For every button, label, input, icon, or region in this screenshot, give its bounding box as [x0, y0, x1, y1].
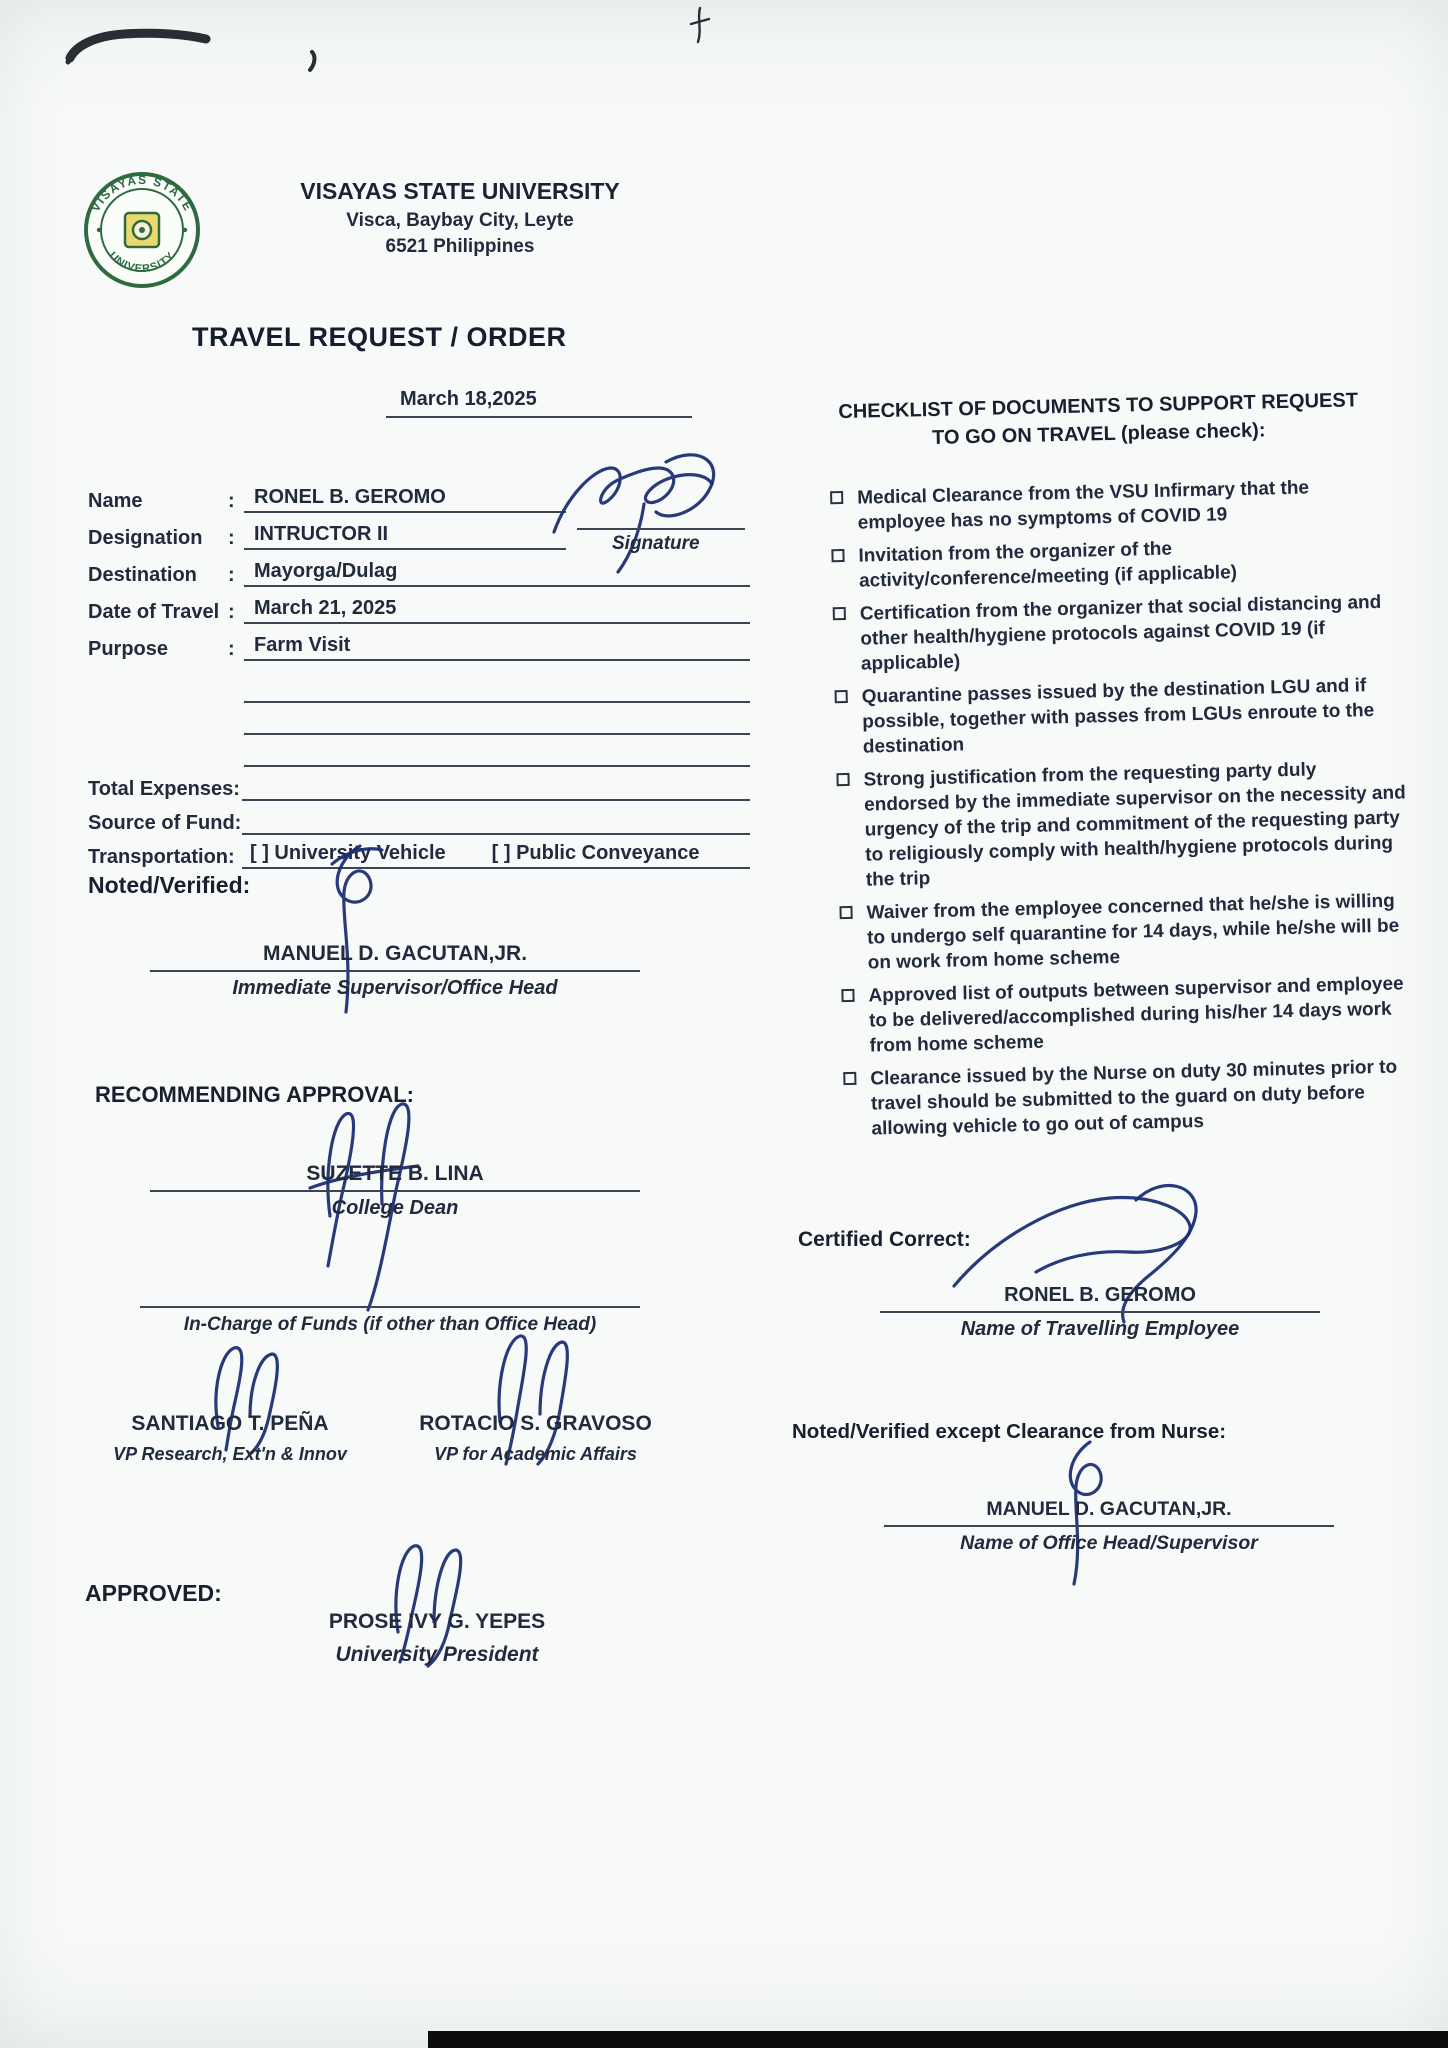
checklist: [798, 388, 1415, 1150]
noted-except-nurse-name: MANUEL D. GACUTAN,JR.: [986, 1498, 1232, 1520]
certified-correct-heading: Certified Correct:: [798, 1228, 971, 1251]
signature-line: [150, 1190, 640, 1192]
noted-verified-heading: Noted/Verified:: [88, 872, 251, 898]
transport-option-university-vehicle: [ ] University Vehicle: [250, 842, 446, 864]
approved-name: PROSE IVY G. YEPES: [328, 1610, 546, 1633]
recommending-approval-role: College Dean: [331, 1197, 459, 1219]
total-expenses-row: [88, 767, 750, 801]
checkbox-icon: [843, 1072, 856, 1085]
checklist-item-text: Waiver from the employee concerned that he/she is willing to undergo self quarantine for 14 days, while he/she will be on work from home scheme: [866, 890, 1400, 974]
certified-correct-name: RONEL B. GEROMO: [1004, 1284, 1196, 1306]
source-of-fund-label: Source of Fund:: [88, 812, 242, 834]
seal-text-bottom: UNIVERSITY: [106, 249, 178, 276]
checkbox-icon: [830, 491, 843, 504]
university-name: VISAYAS STATE UNIVERSITY: [300, 178, 620, 204]
checkbox-icon: [831, 549, 844, 562]
signature-line: [140, 1286, 640, 1308]
checklist-item: [830, 473, 1401, 536]
signature-line: [577, 528, 745, 530]
signature-line: [884, 1525, 1334, 1527]
recommending-approval-heading: RECOMMENDING APPROVAL:: [95, 1082, 414, 1107]
field-value: RONEL B. GEROMO: [244, 486, 566, 513]
transportation-label: Transportation:: [88, 846, 235, 868]
field-label: Destination: [88, 564, 197, 586]
noted-except-nurse-heading: Noted/Verified except Clearance from Nurse:: [792, 1420, 1227, 1443]
in-charge-funds-caption: In-Charge of Funds (if other than Office Head): [183, 1314, 597, 1335]
vp-academic-name: ROTACIO S. GRAVOSO: [419, 1412, 652, 1435]
vp-research-name: SANTIAGO T. PEÑA: [131, 1412, 329, 1435]
checklist-item-text: Strong justification from the requesting party duly endorsed by the immediate supervisor on the necessity and urgency of the trip and commitment of the requesting party to religiously comply with health/hygiene protocols during the trip: [863, 759, 1406, 891]
checklist-item: [831, 531, 1402, 594]
checklist-item-text: Clearance issued by the Nurse on duty 30 minutes prior to travel should be submitted to the guard on duty before allowing vehicle to go out of campus: [870, 1056, 1398, 1140]
checklist-item: [843, 1054, 1415, 1142]
blank-line: [244, 703, 750, 735]
recommending-approval-block: [150, 1162, 640, 1220]
noted-except-nurse-block: [884, 1498, 1334, 1555]
total-expenses-label: Total Expenses:: [88, 778, 240, 800]
certified-correct-role: Name of Travelling Employee: [960, 1318, 1240, 1340]
checkbox-icon: [841, 989, 854, 1002]
signature-ronel-top: [540, 440, 740, 580]
noted-verified-role: Immediate Supervisor/Office Head: [232, 977, 558, 999]
vp-academic-role: VP for Academic Affairs: [434, 1444, 637, 1464]
university-address-line1: Visca, Baybay City, Leyte: [346, 210, 574, 231]
university-seal-icon: [82, 170, 202, 290]
pen-scribble-mark: [60, 24, 220, 79]
signature-caption: Signature: [612, 533, 700, 554]
field-label: Name: [88, 490, 143, 512]
checklist-item-text: Approved list of outputs between supervisor and employee to be delivered/accomplished during his/her 14 days work from home scheme: [868, 973, 1404, 1057]
signature-line: [880, 1311, 1320, 1313]
certified-correct-block: [880, 1284, 1320, 1341]
checklist-item-text: Quarantine passes issued by the destination LGU and if possible, together with passes from LGUs enroute to the destination: [861, 675, 1375, 758]
pen-dot-mark: [300, 46, 326, 76]
scan-artifact-bottom-bar: [428, 2031, 1448, 2048]
checklist-title-line1: CHECKLIST OF DOCUMENTS TO SUPPORT REQUEST: [838, 389, 1359, 424]
noted-except-nurse-role: Name of Office Head/Supervisor: [960, 1532, 1258, 1554]
noted-verified-block: [150, 942, 640, 1000]
letterhead: [282, 178, 638, 258]
checklist-item: [839, 888, 1411, 976]
field-label: Purpose: [88, 638, 169, 660]
field-value: INTRUCTOR II: [244, 523, 566, 550]
checklist-item-text: Medical Clearance from the VSU Infirmary that the employee has no symptoms of COVID 19: [856, 477, 1310, 534]
checkbox-icon: [835, 690, 848, 703]
request-date: March 18,2025: [400, 388, 537, 410]
vp-research-role: VP Research, Ext'n & Innov: [113, 1444, 347, 1464]
field-label: Date of Travel: [88, 601, 220, 623]
approved-heading: APPROVED:: [85, 1580, 222, 1606]
checkbox-icon: [839, 906, 852, 919]
total-expenses-line: [242, 797, 750, 801]
source-of-fund-row: [88, 801, 750, 835]
approved-role: University President: [335, 1643, 539, 1666]
form-field-date-of-travel: [88, 597, 750, 624]
checkbox-icon: [836, 773, 849, 786]
form-field-purpose: [88, 634, 750, 661]
checklist-item: [834, 672, 1406, 760]
checklist-item: [836, 755, 1409, 893]
document-title: TRAVEL REQUEST / ORDER: [192, 322, 567, 352]
checklist-item: [833, 589, 1405, 677]
field-value: Farm Visit: [244, 634, 750, 661]
field-value: Mayorga/Dulag: [244, 560, 750, 587]
transportation-row: [88, 835, 750, 869]
university-address-line2: 6521 Philippines: [385, 236, 535, 257]
field-value: March 21, 2025: [244, 597, 750, 624]
scan-artifact-top-mark: [686, 4, 714, 48]
approved-block: [282, 1610, 592, 1667]
blank-line: [244, 671, 750, 703]
checklist-item: [841, 971, 1413, 1059]
noted-verified-name: MANUEL D. GACUTAN,JR.: [262, 942, 528, 965]
checklist-item-text: Invitation from the organizer of the activity/conference/meeting (if applicable): [858, 538, 1238, 592]
blank-line: [244, 735, 750, 767]
recommending-approval-name: SUZETTE B. LINA: [306, 1162, 484, 1185]
checklist-items: [800, 473, 1415, 1142]
seal-text-top: VISAYAS STATE: [88, 172, 196, 215]
transport-option-public-conveyance: [ ] Public Conveyance: [491, 842, 700, 864]
field-label: Designation: [88, 527, 203, 549]
checkbox-icon: [833, 607, 846, 620]
checklist-title-line2: TO GO ON TRAVEL (please check):: [931, 419, 1266, 449]
signature-line: [150, 970, 640, 972]
vp-academic-block: [398, 1412, 673, 1465]
vp-research-block: [105, 1412, 355, 1465]
checklist-item-text: Certification from the organizer that social distancing and other health/hygiene protocols against COVID 19 (if applicable): [859, 591, 1382, 675]
